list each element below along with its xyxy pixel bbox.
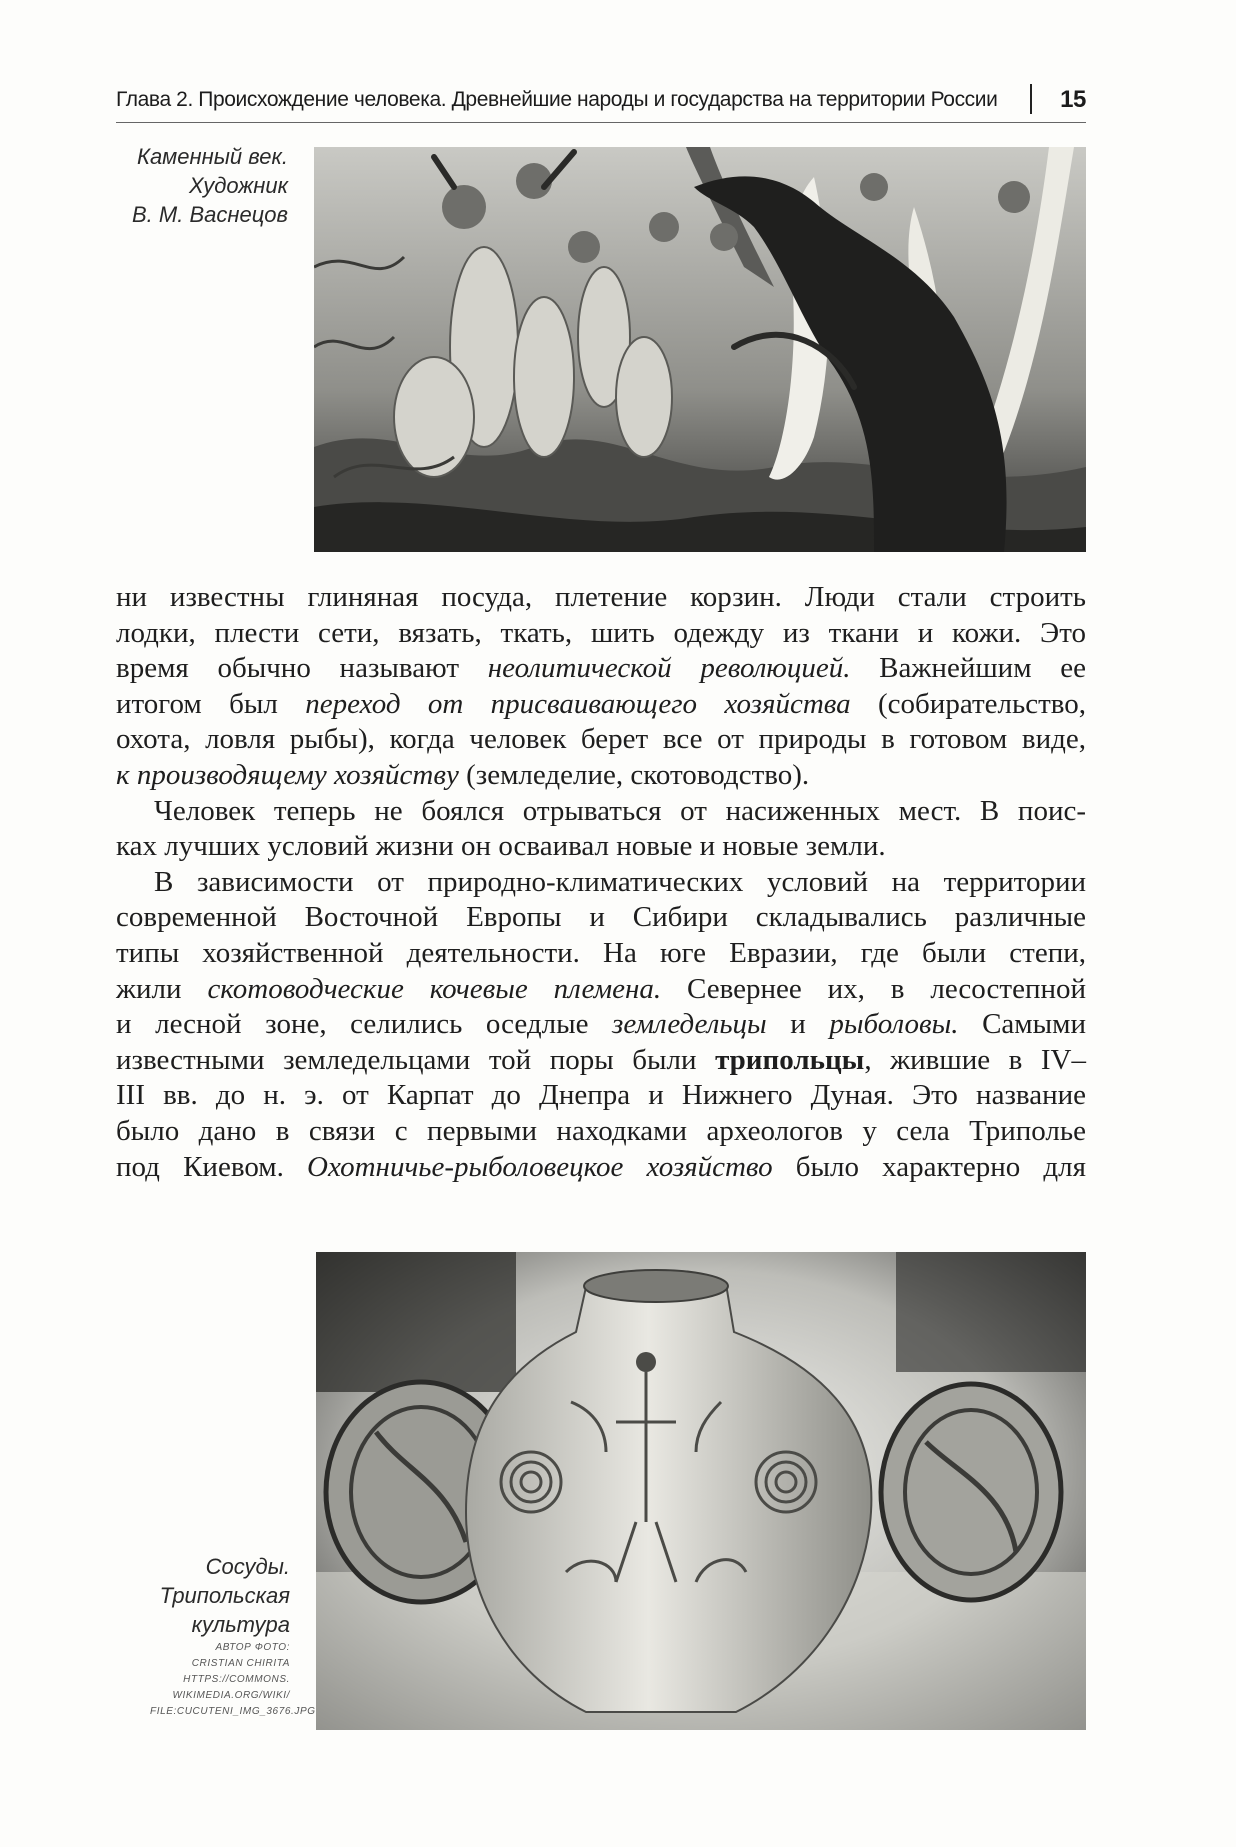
vessels-illustration [316, 1252, 1086, 1730]
text-line [116, 758, 1086, 794]
text-line [116, 580, 1086, 616]
text-run: под Киевом. [116, 1150, 308, 1183]
text-line [116, 1078, 1086, 1114]
running-header [116, 84, 1086, 120]
text-run: (собирательство, [850, 687, 1086, 720]
text-run: типы хозяйственной деятельности. На юге Евразии, где были степи, [116, 936, 1086, 969]
text-run: жили [116, 972, 208, 1005]
text-line [116, 865, 1086, 901]
text-line [116, 651, 1086, 687]
italic-term: скотоводческие кочевые племена. [207, 972, 662, 1005]
italic-term: земледельцы [612, 1008, 767, 1041]
text-line [116, 1114, 1086, 1150]
text-run: ни известны глиняная посуда, плетение корзин. Люди стали строить [116, 581, 1086, 613]
text-line [116, 972, 1086, 1008]
text-line [116, 1150, 1086, 1186]
caption-line: Художник [189, 173, 288, 198]
figure2-caption [100, 1552, 290, 1639]
text-run: известными земледельцами той поры были [116, 1043, 716, 1076]
caption-line: Трипольская [159, 1583, 290, 1608]
text-run: ках лучших условий жизни он осваивал новые и новые земли. [116, 830, 886, 863]
page-number: 15 [1060, 86, 1086, 113]
italic-term: Охотничье-рыболовецкое хозяйство [307, 1150, 773, 1183]
text-line [116, 1043, 1086, 1079]
caption-line: В. М. Васнецов [132, 202, 288, 227]
text-run: современной Восточной Европы и Сибири складывались различные [116, 901, 1086, 934]
text-line [116, 616, 1086, 652]
chapter-title: Глава 2. Происхождение человека. Древнейшие народы и государства на территории России [116, 88, 998, 111]
credit-line: HTTPS://COMMONS. [183, 1674, 290, 1685]
photo-credit [150, 1640, 316, 1720]
body-text [116, 580, 1086, 1185]
trypillia-vessels-photo [316, 1252, 1086, 1730]
italic-term: рыболовы. [829, 1008, 959, 1041]
text-run: было характерно для [772, 1150, 1086, 1183]
stone-age-painting [314, 147, 1086, 552]
text-line [116, 794, 1086, 830]
text-line [116, 936, 1086, 972]
text-run: итогом был [116, 687, 306, 720]
text-run: Севернее их, в лесостепной [661, 972, 1086, 1005]
text-run: Самыми [958, 1008, 1086, 1041]
header-separator [1030, 84, 1032, 114]
credit-line: CRISTIAN CHIRITA [191, 1658, 290, 1669]
text-line [116, 1007, 1086, 1043]
text-line [116, 829, 1086, 865]
text-run: было дано в связи с первыми находками археологов у села Триполье [116, 1114, 1086, 1147]
text-run: охота, ловля рыбы), когда человек берет все от природы в готовом виде, [116, 723, 1086, 756]
text-line [116, 687, 1086, 723]
text-run: лодки, плести сети, вязать, ткать, шить одежду из ткани и кожи. Это [116, 616, 1086, 649]
credit-line: WIKIMEDIA.ORG/WIKI/ [172, 1690, 290, 1701]
text-run: , жившие в IV– [864, 1043, 1086, 1076]
caption-line: Сосуды. [205, 1554, 290, 1579]
bold-term: трипольцы [715, 1043, 865, 1076]
figure1-caption [120, 142, 288, 229]
paragraph-2 [116, 794, 1086, 865]
text-run: Важнейшим ее [850, 652, 1087, 685]
credit-line: FILE:CUCUTENI_IMG_3676.JPG [150, 1706, 316, 1717]
paragraph-3 [116, 865, 1086, 1185]
text-run: и лесной зоне, селились оседлые [116, 1008, 613, 1041]
text-run: время обычно называют [116, 652, 488, 685]
text-line [116, 722, 1086, 758]
text-line [116, 900, 1086, 936]
text-run: В зависимости от природно-климатических условий на территории [154, 865, 1086, 898]
italic-term: к производящему хозяйству [116, 758, 459, 791]
italic-term: переход от присваивающего хозяйства [305, 687, 851, 720]
text-run: III вв. до н. э. от Карпат до Днепра и Нижнего Дуная. Это название [116, 1079, 1086, 1112]
paragraph-1 [116, 580, 1086, 794]
header-rule [116, 122, 1086, 123]
text-run: Человек теперь не боялся отрываться от насиженных мест. В поис- [154, 794, 1086, 827]
caption-line: культура [191, 1612, 290, 1637]
credit-line: АВТОР ФОТО: [215, 1642, 290, 1653]
text-run: (земледелие, скотоводство). [458, 758, 810, 791]
painting-illustration [314, 147, 1086, 552]
caption-line: Каменный век. [136, 144, 288, 169]
text-run: и [766, 1008, 830, 1041]
italic-term: неолитической революцией. [487, 652, 851, 685]
